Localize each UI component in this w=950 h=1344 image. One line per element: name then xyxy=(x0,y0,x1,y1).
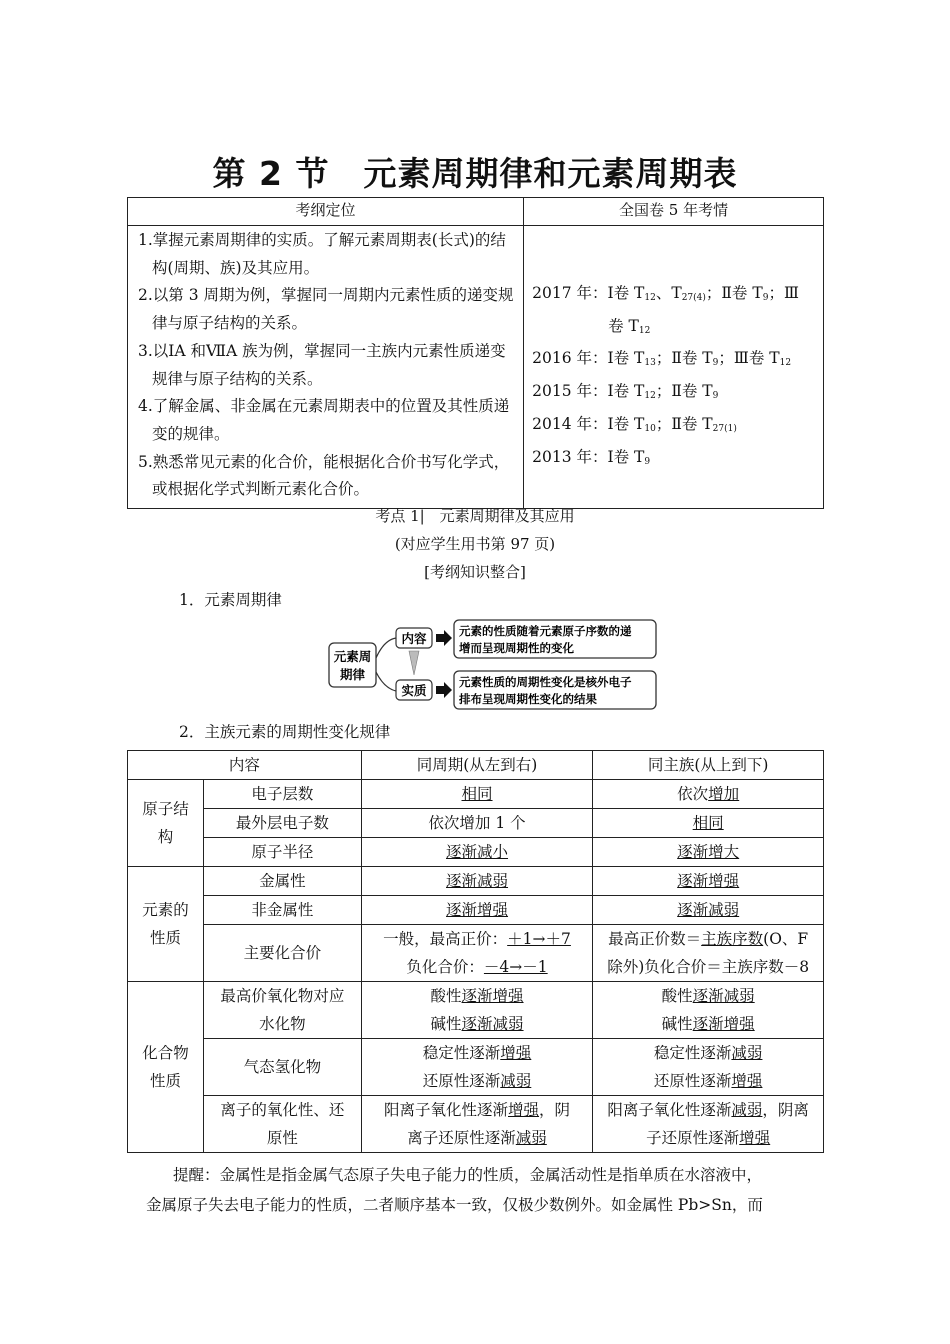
requirement-item: 5.熟悉常见元素的化合价，能根据化合价书写化学式，或根据化学式判断元素化合价。 xyxy=(138,452,510,499)
diagram-branch-content-label: 内容 xyxy=(401,631,427,646)
reminder-paragraph xyxy=(146,1160,816,1220)
exam-2015: 2015 年：Ⅰ卷 $T_{12}$；Ⅱ卷 $T_9$ xyxy=(532,382,719,402)
diagram-connector-bottom xyxy=(376,672,396,691)
cell-value: 阳离子氧化性逐渐增强，阴 离子还原性逐渐减弱 xyxy=(361,1096,593,1153)
diagram-box-content-line-2: 增而呈现周期性的变化 xyxy=(459,641,574,655)
row-atomic-radius: 原子半径 xyxy=(203,838,361,867)
cell-value: 依次增加 1 个 xyxy=(361,809,593,838)
group-atomic-structure: 原子结构 xyxy=(128,780,204,867)
exam-2013: 2013 年：Ⅰ卷 $T_9$ xyxy=(532,447,651,467)
cell-value: 最高正价数＝主族序数(O、F 除外)负化合价＝主族序数－8 xyxy=(593,925,824,982)
cell-value: 相同 xyxy=(361,780,593,809)
header-group: 同主族(从上到下) xyxy=(593,751,824,780)
page-title: 第 2 节 元素周期律和元素周期表 xyxy=(212,154,738,193)
cell-value: 酸性逐渐减弱 碱性逐渐增强 xyxy=(593,982,824,1039)
requirement-item: 2.以第 3 周期为例，掌握同一周期内元素性质的递变规律与原子结构的关系。 xyxy=(138,286,514,333)
cell-value: 依次增加 xyxy=(593,780,824,809)
diagram-box-content-line-1: 元素的性质随着元素原子序数的递 xyxy=(459,624,632,638)
exam-2017: 2017 年：Ⅰ卷 $T_{12}$、$T_{27(4)}$；Ⅱ卷 $T_9$；Ⅲ xyxy=(532,284,799,303)
requirement-item: 3.以ⅠA 和ⅦA 族为例，掌握同一主族内元素性质递变规律与原子结构的关系。 xyxy=(138,341,506,388)
exam-2016: 2016 年：Ⅰ卷 $T_{13}$；Ⅱ卷 $T_9$；Ⅲ卷 $T_{12}$ xyxy=(532,349,792,369)
row-ions: 离子的氧化性、还 原性 xyxy=(203,1096,361,1153)
exam-2017-cont: 卷 $T_{12}$ xyxy=(608,316,651,336)
diagram-box-essence-line-1: 元素性质的周期性变化是核外电子 xyxy=(459,675,632,689)
row-valence: 主要化合价 xyxy=(203,925,361,982)
diagram-center-label-1: 元素周 xyxy=(333,649,372,664)
row-electron-shells: 电子层数 xyxy=(203,780,361,809)
cell-value: 逐渐增强 xyxy=(361,896,593,925)
diagram-down-arrow xyxy=(409,651,419,675)
knowledge-heading: [考纲知识整合] xyxy=(424,563,526,581)
cell-value: 逐渐增强 xyxy=(593,867,824,896)
exam-history-cell xyxy=(524,226,824,509)
header-period: 同周期(从左到右) xyxy=(361,751,593,780)
requirement-item: 1.掌握元素周期律的实质。了解元素周期表(长式)的结构(周期、族)及其应用。 xyxy=(138,231,506,277)
group-element-properties: 元素的性质 xyxy=(128,867,204,982)
periodic-law-table xyxy=(127,750,824,1153)
diagram-arrow-bottom xyxy=(436,682,452,698)
section-1-heading: 1．元素周期律 xyxy=(179,591,282,609)
diagram-box-essence-line-2: 排布呈现周期性变化的结果 xyxy=(459,692,597,706)
reminder-line-2: 金属原子失去电子能力的性质，二者顺序基本一致，仅极少数例外。如金属性 Pb>Sn，而 xyxy=(146,1196,763,1214)
cell-value: 酸性逐渐增强 碱性逐渐减弱 xyxy=(361,982,593,1039)
diagram-center-label-2: 期律 xyxy=(339,667,366,682)
cell-value: 阳离子氧化性逐渐减弱，阴离 子还原性逐渐增强 xyxy=(593,1096,824,1153)
row-hydrides: 气态氢化物 xyxy=(203,1039,361,1096)
row-outer-electrons: 最外层电子数 xyxy=(203,809,361,838)
reminder-line-1: 提醒：金属性是指金属气态原子失电子能力的性质，金属活动性是指单质在水溶液中， xyxy=(173,1166,763,1184)
group-compound-properties: 化合物性质 xyxy=(128,982,204,1153)
cell-value: 逐渐减小 xyxy=(361,838,593,867)
kaodian-heading: 考点 1| 元素周期律及其应用 xyxy=(375,507,575,525)
book-reference: (对应学生用书第 97 页) xyxy=(394,535,556,553)
cell-value: 逐渐减弱 xyxy=(593,896,824,925)
cell-value: 逐渐增大 xyxy=(593,838,824,867)
exam-2014: 2014 年：Ⅰ卷 $T_{10}$；Ⅱ卷 $T_{27(1)}$ xyxy=(532,414,737,434)
cell-value: 稳定性逐渐减弱 还原性逐渐增强 xyxy=(593,1039,824,1096)
section-2-heading: 2．主族元素的周期性变化规律 xyxy=(179,723,391,741)
outline-header-right: 全国卷 5 年考情 xyxy=(524,198,824,226)
row-hydroxides: 最高价氧化物对应 水化物 xyxy=(203,982,361,1039)
cell-value: 一般，最高正价：＋1→＋7 负化合价：－4→－1 xyxy=(361,925,593,982)
outline-table xyxy=(127,197,824,509)
requirement-item: 4.了解金属、非金属在元素周期表中的位置及其性质递变的规律。 xyxy=(138,397,510,443)
diagram-connector-top xyxy=(376,638,396,658)
header-content: 内容 xyxy=(128,751,362,780)
diagram-branch-essence-label: 实质 xyxy=(401,683,427,698)
cell-value: 稳定性逐渐增强 还原性逐渐减弱 xyxy=(361,1039,593,1096)
requirements-cell xyxy=(128,226,524,509)
row-metallicity: 金属性 xyxy=(203,867,361,896)
cell-value: 相同 xyxy=(593,809,824,838)
cell-value: 逐渐减弱 xyxy=(361,867,593,896)
periodic-law-diagram xyxy=(328,618,658,713)
outline-header-left: 考纲定位 xyxy=(128,198,524,226)
row-nonmetallicity: 非金属性 xyxy=(203,896,361,925)
diagram-arrow-top xyxy=(436,630,452,646)
